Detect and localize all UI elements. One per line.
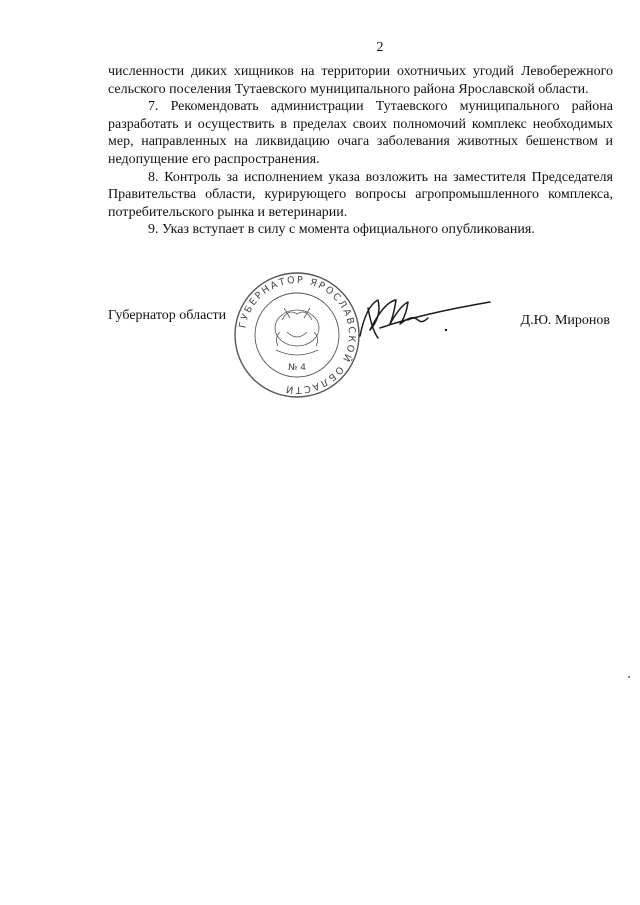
paragraph-continuation: численности диких хищников на территории охотничьих угодий Левобережного сельского поселения Тутаевского муниципального района Ярославской области.: [108, 64, 613, 97]
signatory-name: Д.Ю. Миронов: [520, 313, 610, 328]
handwritten-signature-icon: [350, 284, 500, 354]
seal-number: № 4: [288, 363, 306, 373]
signature-block: [0, 274, 640, 400]
seal-text: ГУБЕРНАТОР ЯРОСЛАВСКОЙ ОБЛАСТИ: [237, 274, 358, 396]
paragraph-item-7: 7. Рекомендовать администрации Тутаевского муниципального района разработать и осуществить в пределах своих полномочий комплекс необходимых мер, направленных на ликвидацию очага заболевания животных бешенством и недопущение его распространения.: [108, 99, 613, 167]
scan-speck: [628, 676, 630, 678]
page-number: 2: [376, 40, 384, 55]
signatory-role: Губернатор области: [108, 308, 227, 323]
paragraph-item-8: 8. Контроль за исполнением указа возложить на заместителя Председателя Правительства области, курирующего вопросы агропромышленного комплекса, потребительского рынка и ветеринарии.: [108, 169, 613, 220]
document-body: [108, 63, 613, 239]
paragraph-item-9: 9. Указ вступает в силу с момента официального опубликования.: [148, 222, 535, 238]
official-seal-icon: [232, 270, 362, 400]
